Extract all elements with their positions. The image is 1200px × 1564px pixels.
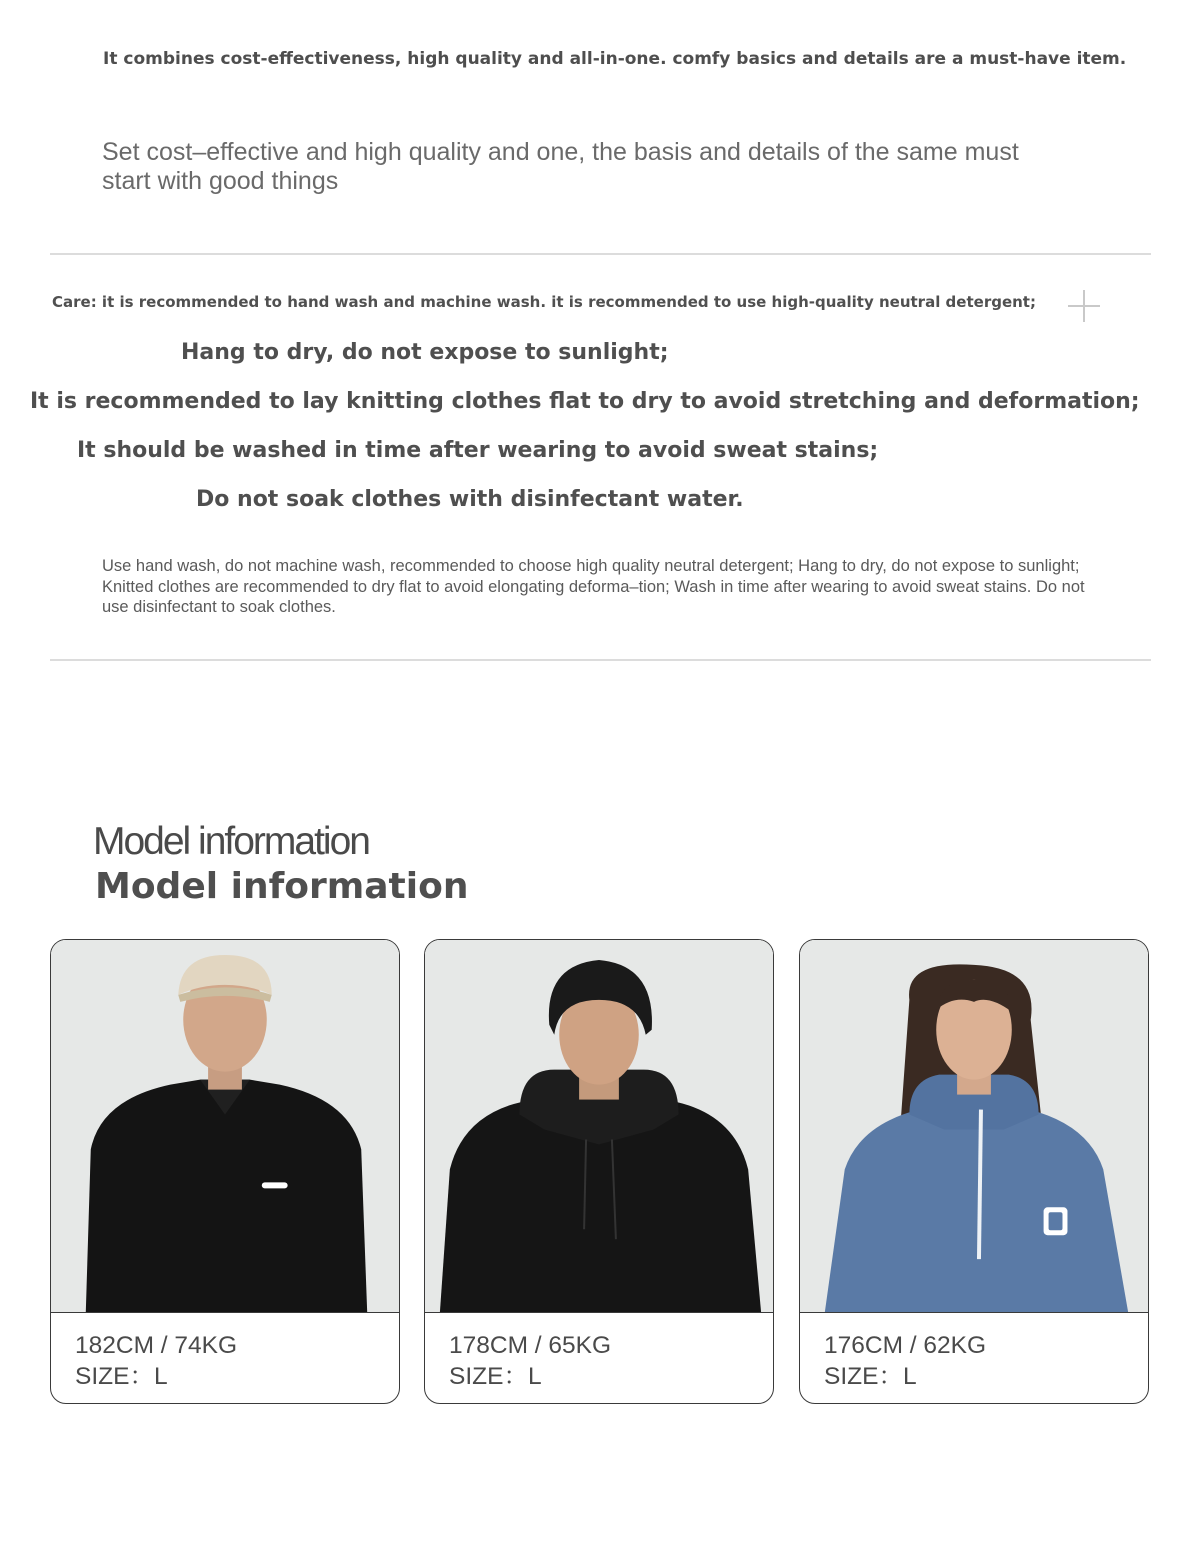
care-item: Do not soak clothes with disinfectant water. [196,487,744,512]
model-photo [800,940,1148,1313]
model-size: SIZE：L [75,1363,168,1390]
model-title-light: Model information [93,820,369,863]
model-size: SIZE：L [449,1363,542,1390]
care-item: It is recommended to lay knitting clothes flat to dry to avoid stretching and deformation; [30,389,1140,414]
model-card[interactable] [424,939,774,1404]
plus-icon[interactable] [1068,290,1100,322]
model-card[interactable] [799,939,1149,1404]
model-card[interactable] [50,939,400,1404]
model-measurements: 182CM / 74KG [75,1332,238,1359]
care-intro-line: Care: it is recommended to hand wash and machine wash. it is recommended to use high-quality neutral detergent; [52,293,1036,311]
model-photo [51,940,399,1313]
model-size: SIZE：L [824,1363,917,1390]
model-photo [425,940,773,1313]
care-summary: Use hand wash, do not machine wash, recommended to choose high quality neutral detergent; Hang to dry, do not expose to sunlight; Knitted clothes are recommended to dry flat to avoid elongating deforma–tion; Wash in time after wearing to avoid sweat stains. Do not use disinfectant to soak clothes. [102,557,1085,616]
model-measurements: 178CM / 65KG [449,1332,612,1359]
care-item: Hang to dry, do not expose to sunlight; [181,340,669,365]
intro-headline: It combines cost-effectiveness, high quality and all-in-one. comfy basics and details are a must-have item. [103,49,1127,69]
care-item: It should be washed in time after wearing to avoid sweat stains; [77,438,879,463]
model-title-bold: Model information [95,866,469,907]
model-measurements: 176CM / 62KG [824,1332,987,1359]
divider [50,253,1151,255]
divider [50,659,1151,661]
intro-translation: Set cost–effective and high quality and one, the basis and details of the same must start with good things [102,138,1019,195]
